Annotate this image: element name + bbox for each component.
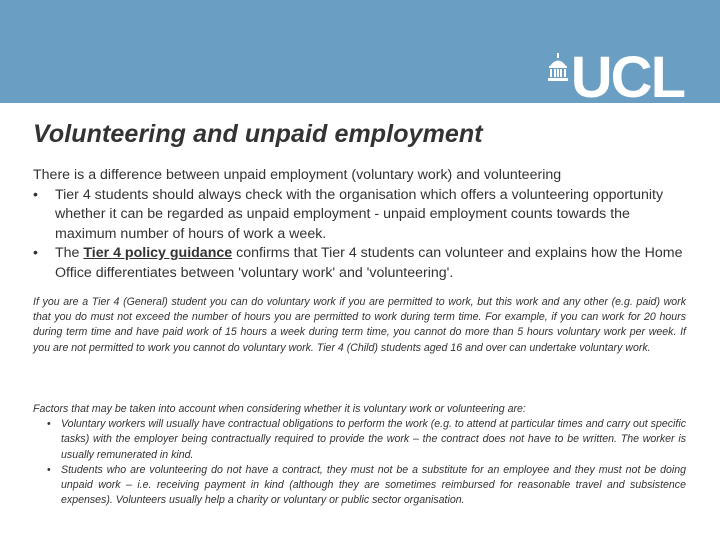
factors-list bbox=[33, 417, 686, 508]
factors-list-item bbox=[33, 463, 686, 509]
intro-bullet-item bbox=[33, 244, 693, 283]
intro-bullet-list bbox=[33, 186, 693, 284]
intro-lead: There is a difference between unpaid employment (voluntary work) and volunteering bbox=[33, 167, 562, 183]
factors-lead: Factors that may be taken into account when considering whether it is voluntary work or volunteering are: bbox=[33, 403, 526, 415]
intro-bullet-text: Tier 4 students should always check with the organisation which offers a volunteering opportunity whether it can be regarded as unpaid employment - unpaid employment counts towards the maximum number of hours of work a week. bbox=[55, 186, 664, 242]
factors-section bbox=[33, 402, 686, 508]
ucl-logo bbox=[547, 45, 684, 110]
intro-bullet-text-post: confirms that Tier 4 students can volunteer and explains how the Home Office differentiates between 'voluntary work' and 'volunteering'. bbox=[55, 245, 683, 281]
portico-dome-icon bbox=[547, 53, 569, 81]
factors-item-text: Students who are volunteering do not have a contract, they must not be a substitute for an employee and they must not be doing unpaid work – i.e. receiving payment in kind (although they are sometimes reimbursed for reasonable travel and subsistence expenses). Volunteers usually help a charity or voluntary or public sector organisation. bbox=[61, 463, 686, 507]
intro-bullet-text-pre: The bbox=[55, 245, 84, 261]
bullet-icon: • bbox=[47, 418, 51, 431]
bullet-icon: • bbox=[33, 186, 38, 203]
ucl-logo-text: UCL bbox=[570, 45, 684, 110]
tier4-voluntary-work-paragraph: If you are a Tier 4 (General) student you can do voluntary work if you are permitted to work, but this work and any other (e.g. paid) work that you do must not exceed the number of hours you are permitted to work during term time. For example, if you can work for 20 hours during term time and have paid work of 15 hours a week during term time, you cannot do more than 5 hours voluntary work per week. If you are not permitted to work you cannot do voluntary work. Tier 4 (Child) students aged 16 and over can undertake voluntary work. bbox=[33, 296, 686, 354]
tier-4-policy-guidance-link[interactable]: Tier 4 policy guidance bbox=[83, 245, 233, 261]
bullet-icon: • bbox=[33, 245, 38, 261]
intro-section bbox=[33, 166, 693, 283]
factors-list-item bbox=[33, 417, 686, 463]
factors-item-text: Voluntary workers will usually have contractual obligations to perform the work (e.g. to attend at particular times and carry out specific tasks) with the employer being contractually required to provide the work – the contract does not have to be written. The worker is usually remunerated in kind. bbox=[61, 418, 686, 461]
page-title: Volunteering and unpaid employment bbox=[33, 120, 483, 148]
bullet-icon: • bbox=[47, 463, 51, 476]
intro-bullet-item bbox=[33, 186, 693, 245]
header-band bbox=[0, 0, 720, 110]
